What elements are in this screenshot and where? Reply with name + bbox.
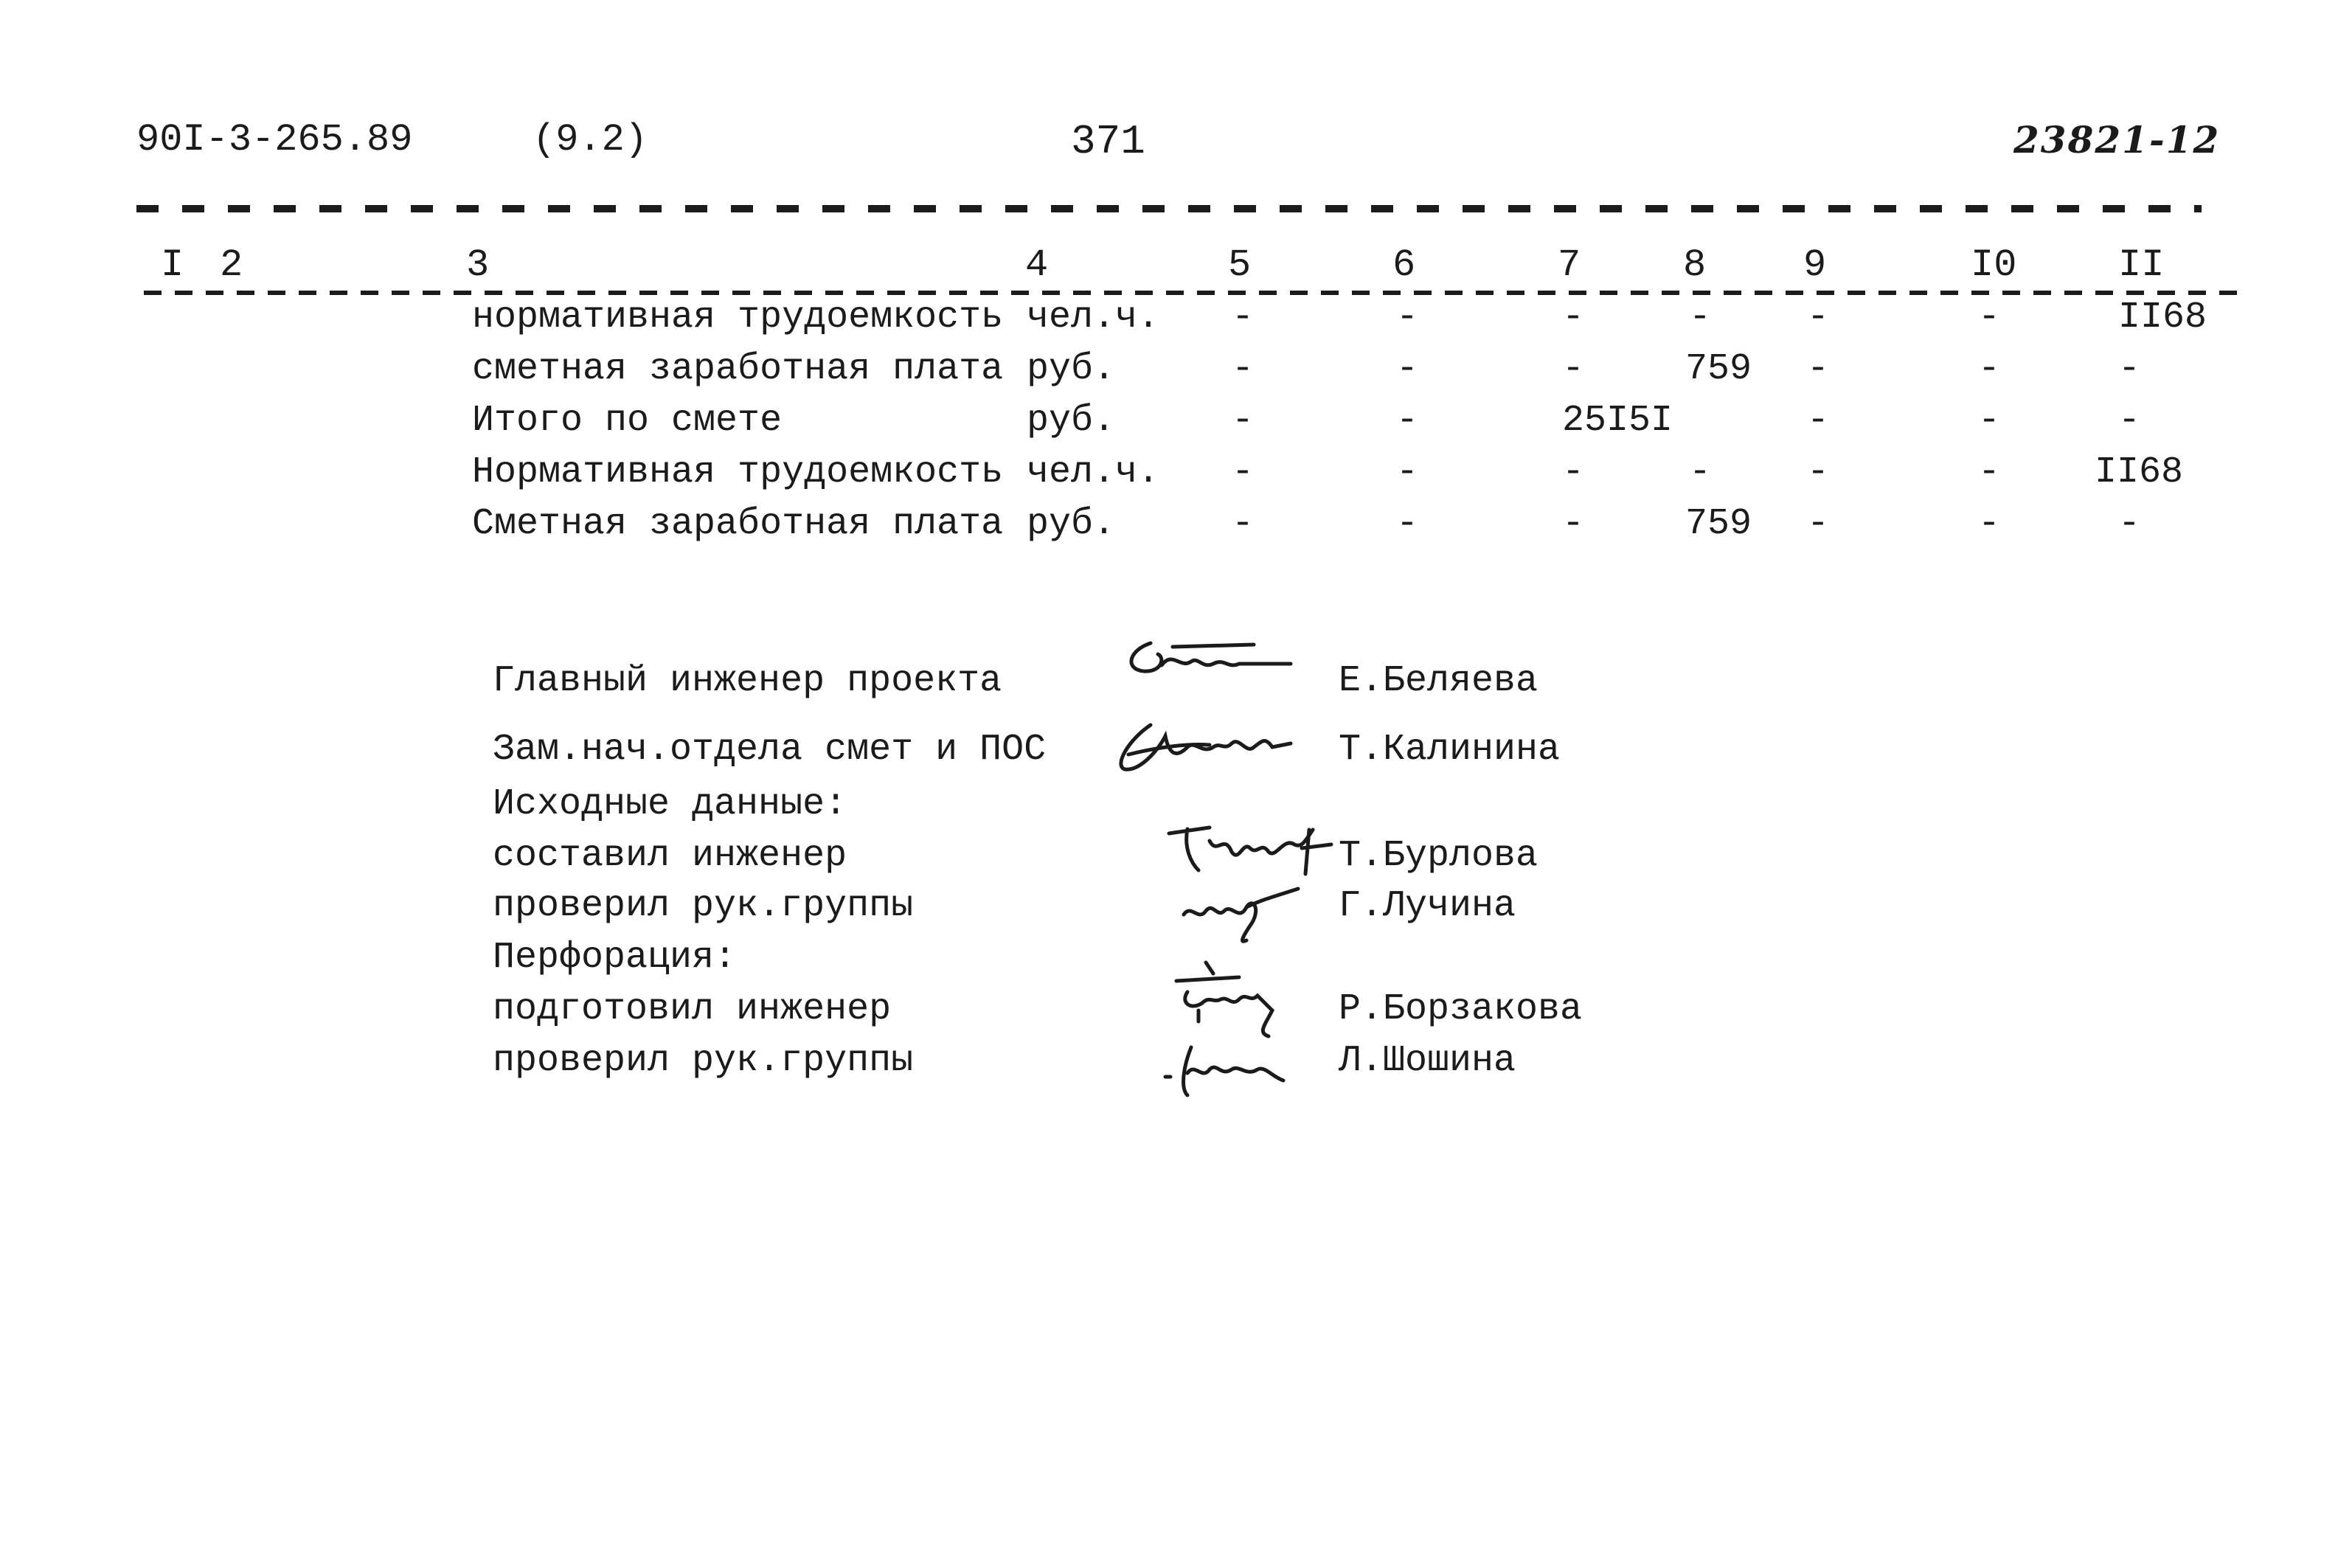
cell-col10: -	[1978, 348, 2001, 390]
table-row	[0, 400, 2352, 451]
section-heading: Перфорация:	[493, 937, 737, 979]
cell-col11: II68	[2095, 451, 2184, 493]
signatory-name: Т.Бурлова	[1339, 835, 1538, 877]
column-number: 3	[466, 243, 490, 287]
signatory-name: Л.Шошина	[1339, 1040, 1516, 1082]
cell-col5: -	[1232, 296, 1255, 339]
signature-luchina	[1180, 881, 1305, 948]
document-code: 90I-3-265.89	[136, 118, 413, 162]
table-row	[0, 296, 2352, 348]
cell-col8: -	[1689, 296, 1712, 339]
column-number: I	[161, 243, 184, 287]
signatory-name: Е.Беляева	[1339, 660, 1538, 702]
column-number: 7	[1558, 243, 1581, 287]
cell-col6: -	[1396, 503, 1419, 545]
column-number: 8	[1683, 243, 1707, 287]
signature-kalinina	[1106, 714, 1298, 780]
unit-cell: руб.	[1027, 400, 1116, 442]
cell-col6: -	[1396, 400, 1419, 442]
column-number: 9	[1803, 243, 1827, 287]
section-number: (9.2)	[533, 118, 648, 162]
table-row	[0, 451, 2352, 503]
cell-col10: -	[1978, 503, 2001, 545]
row-label: сметная заработная плата	[472, 348, 1004, 390]
column-number: 6	[1392, 243, 1416, 287]
dashed-separator	[136, 205, 2202, 212]
cell-col7: -	[1562, 503, 1585, 545]
inventory-number: 23821-12	[2013, 118, 2221, 162]
signature-role: подготовил инженер	[493, 988, 892, 1030]
cell-col9: -	[1807, 348, 1830, 390]
cell-col7: -	[1562, 348, 1585, 390]
cell-col5: -	[1232, 348, 1255, 390]
cell-col6: -	[1396, 296, 1419, 339]
signature-belyaeva	[1121, 636, 1298, 687]
signature-role: составил инженер	[493, 835, 847, 877]
cell-col8: 759	[1685, 503, 1752, 545]
column-number: I0	[1971, 243, 2017, 287]
row-label: Итого по смете	[472, 400, 783, 442]
cell-col7: -	[1562, 451, 1585, 493]
total-cell: 25I5I	[1562, 400, 1673, 442]
signatory-name: Г.Лучина	[1339, 885, 1516, 927]
cell-col6: -	[1396, 348, 1419, 390]
signatory-name: Т.Калинина	[1339, 729, 1561, 771]
signature-burlova	[1165, 819, 1335, 885]
table-row	[0, 348, 2352, 400]
column-number: 5	[1228, 243, 1252, 287]
cell-col6: -	[1396, 451, 1419, 493]
table-row	[0, 503, 2352, 555]
cell-col10: -	[1978, 296, 2001, 339]
cell-col11: -	[2118, 503, 2141, 545]
cell-col8: 759	[1685, 348, 1752, 390]
cell-col9: -	[1807, 296, 1830, 339]
column-underline	[144, 291, 2238, 295]
cell-col11: -	[2118, 400, 2141, 442]
cell-col9: -	[1807, 400, 1830, 442]
signature-role: Зам.нач.отдела смет и ПОС	[493, 729, 1047, 771]
cell-col10: -	[1978, 400, 2001, 442]
signature-borzakova	[1169, 959, 1294, 1047]
signature-shoshina	[1162, 1036, 1294, 1103]
column-number: 2	[220, 243, 243, 287]
page-number: 371	[1071, 118, 1145, 165]
signatory-name: Р.Борзакова	[1339, 988, 1583, 1030]
cell-col5: -	[1232, 503, 1255, 545]
unit-cell: руб.	[1027, 348, 1116, 390]
cell-col9: -	[1807, 503, 1830, 545]
column-number: 4	[1025, 243, 1049, 287]
row-label: Сметная заработная плата	[472, 503, 1004, 545]
signature-role: проверил рук.группы	[493, 885, 914, 927]
column-number: II	[2118, 243, 2165, 287]
cell-col11: II68	[2118, 296, 2207, 339]
unit-cell: чел.ч.	[1027, 451, 1160, 493]
signature-role: Главный инженер проекта	[493, 660, 1002, 702]
row-label: Нормативная трудоемкость	[472, 451, 1004, 493]
cell-col8: -	[1689, 451, 1712, 493]
cell-col7: -	[1562, 296, 1585, 339]
cell-col5: -	[1232, 400, 1255, 442]
cell-col5: -	[1232, 451, 1255, 493]
row-label: нормативная трудоемкость	[472, 296, 1004, 339]
signature-role: проверил рук.группы	[493, 1040, 914, 1082]
column-number-row	[0, 243, 2352, 295]
unit-cell: руб.	[1027, 503, 1116, 545]
cell-col9: -	[1807, 451, 1830, 493]
cell-col10: -	[1978, 451, 2001, 493]
unit-cell: чел.ч.	[1027, 296, 1160, 339]
cell-col11: -	[2118, 348, 2141, 390]
section-heading: Исходные данные:	[493, 783, 847, 825]
